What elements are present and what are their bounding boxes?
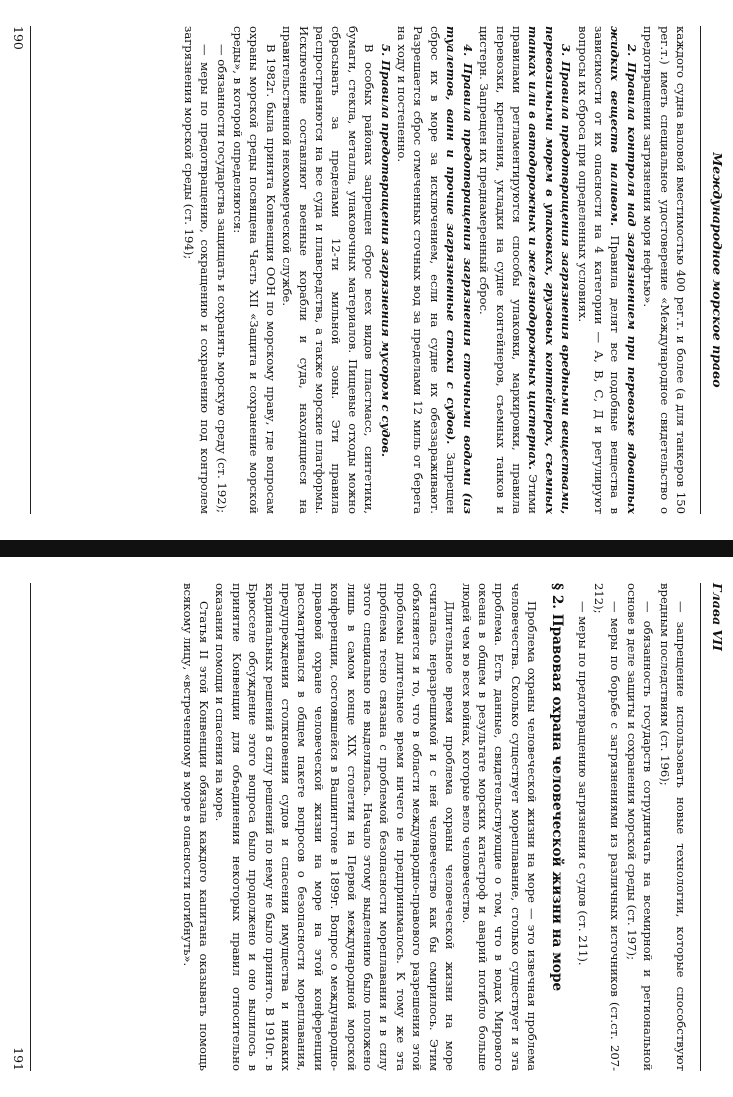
rule-3-text: Этими правилами регламентируются способы упаковки, маркировки, правила перевозки, крепления, укладки на судне контейнеров, съемных танков и цистерн. Запрещен их преднамеренный сброс. [477, 26, 541, 514]
right-list-item: — меры по предотвращению загрязнения с судов (ст. 211). [575, 601, 590, 966]
left-paragraph: В 1982г. была принята Конвенция ООН по морскому праву, где вопросам охраны морской среды посвящена Часть XII «Защита и сохранение морской среды», в которой определяются: [231, 26, 278, 514]
right-paragraph: Статья II этой Конвенции обязала каждого капитана оказывать помощь всякому лицу, «встреченному в море в опасности погибнуть». [180, 583, 212, 1071]
right-paragraph: Длительное время проблема охраны человеческой жизни на море считалась неразрешимой и с ней человечество как бы смирилось. Этим объясняется и то, что в области международно-правового разрешения этой проблемы длительное время ничего не предпринималось. К тому же эта проблема тесно связана с проблемой безопасности мореплавания и в силу этого специально не выделялась. Начало этому выделению было положено лишь в самом конце XIX столетия на Первой международной морской конференции, состоявшейся в Вашингтоне в 1899г. Вопрос о международно-правовой охране человеческой жизни на море на этой конференции рассматривался в общем пакете вопросов о безопасности мореплавания, предупреждения столкновения судов и спасения имущества и никаких кардинальных решений в силу решений по нему не было принято. В 1910г. в Брюсселе обсуждение этого вопроса было продолжено и оно вылилось в принятие Конвенции для объединения некоторых правил относительно оказания помощи и спасения на море. [213, 583, 458, 1071]
left-page [0, 0, 733, 540]
section-title: § 2. Правовая охрана человеческой жизни на море [549, 583, 566, 992]
rule-4-text: Запрещен сброс их в море за исключением, если на судне их обеззараживают. Разрешается сброс отмеченных сточных вод за пределами 12 миль от берега на ходу и постепенно. [395, 26, 459, 514]
left-paragraph: В особых районах запрещен сброс всех видов пластмасс, синтетики, бумаги, стекла, металла, упаковочных материалов. Пищевые отходы можно сбрасывать за пределами 12-ти мильной зоны. Эти правила распространяются на все суда и плавсредства, а также морские платформы. Исключение составляют военные корабли и суда, находящиеся на правительственной некоммерческой службе. [280, 26, 377, 514]
left-paragraph: каждого судна валовой вместимостью 400 рег.т. и более (а для танкеров 150 рег.т.) иметь специальное удостоверение «Международное свидетельство о предотвращении загрязнения моря нефтью». [641, 26, 688, 514]
left-running-head: Международное морское право [710, 152, 725, 388]
book-gutter [0, 540, 733, 557]
right-body [179, 583, 689, 1071]
right-foot-rule [30, 583, 31, 1071]
rule-2-heading: 2. Правила контроля над загрязнением при перевозке ядовитых жидких веществ наливом. [608, 26, 639, 514]
left-foot-rule [30, 26, 31, 514]
right-head-rule [700, 583, 701, 1071]
rule-3 [476, 26, 574, 514]
right-page [0, 557, 733, 1097]
rule-5 [377, 26, 393, 514]
right-list-item: — меры по борьбе с загрязнениями из различных источников (ст.ст. 207-212); [591, 583, 623, 1071]
right-paragraph: Проблема охраны человеческой жизни на море — это извечная проблема человечества. Сколько существует мореплавание, столько существует и эта проблема. Есть данные, свидетельствующие о том, что в водах Мирового океана в общем в результате морских катастроф и аварий погибло больше людей чем во всех войнах, которые вело человечество. [459, 583, 540, 1071]
left-list-item: — обязанности государства защищать и сохранять морскую среду (ст. 192); [214, 44, 229, 514]
rule-5-heading: 5. Правила предотвращения загрязнения мусором с судов. [378, 44, 393, 457]
left-head-rule [700, 26, 701, 514]
left-page-number: 190 [11, 26, 27, 50]
left-list-item: — меры по предотвращению, сокращению и сохранению под контролем загрязнения морской среды (ст. 194); [181, 26, 213, 514]
right-page-number: 191 [11, 1047, 27, 1071]
rule-4-heading: 4. Правила предотвращения загрязнения сточными водами (из туалетов, ванн и прочие загрязненные стоки с судов). [444, 26, 475, 514]
rule-2 [574, 26, 640, 514]
right-running-head: Глава VII [710, 583, 725, 651]
right-list-item: — обязанность государств сотрудничать на всемирной и региональной основе в деле защиты и сохранения морской среды (ст. 197); [624, 583, 656, 1071]
rule-2-text: Правила делят все подобные вещества в зависимости от их опасности на 4 категории — А, В, С, Д и регулируют вопросы их сброса при определенных условиях. [575, 26, 623, 514]
rule-4 [394, 26, 476, 514]
rule-3-heading: 3. Правила предотвращения загрязнения вредными веществами, перевозимыми морем в упаковках, грузовых контейнерах, съемных танках или в автодорожных и железнодорожных цистернах. [526, 26, 574, 514]
left-body [180, 26, 689, 514]
right-list-item: — запрещение использовать новые технологии, которые способствуют вредным последствиям (ст. 196); [657, 583, 688, 1071]
